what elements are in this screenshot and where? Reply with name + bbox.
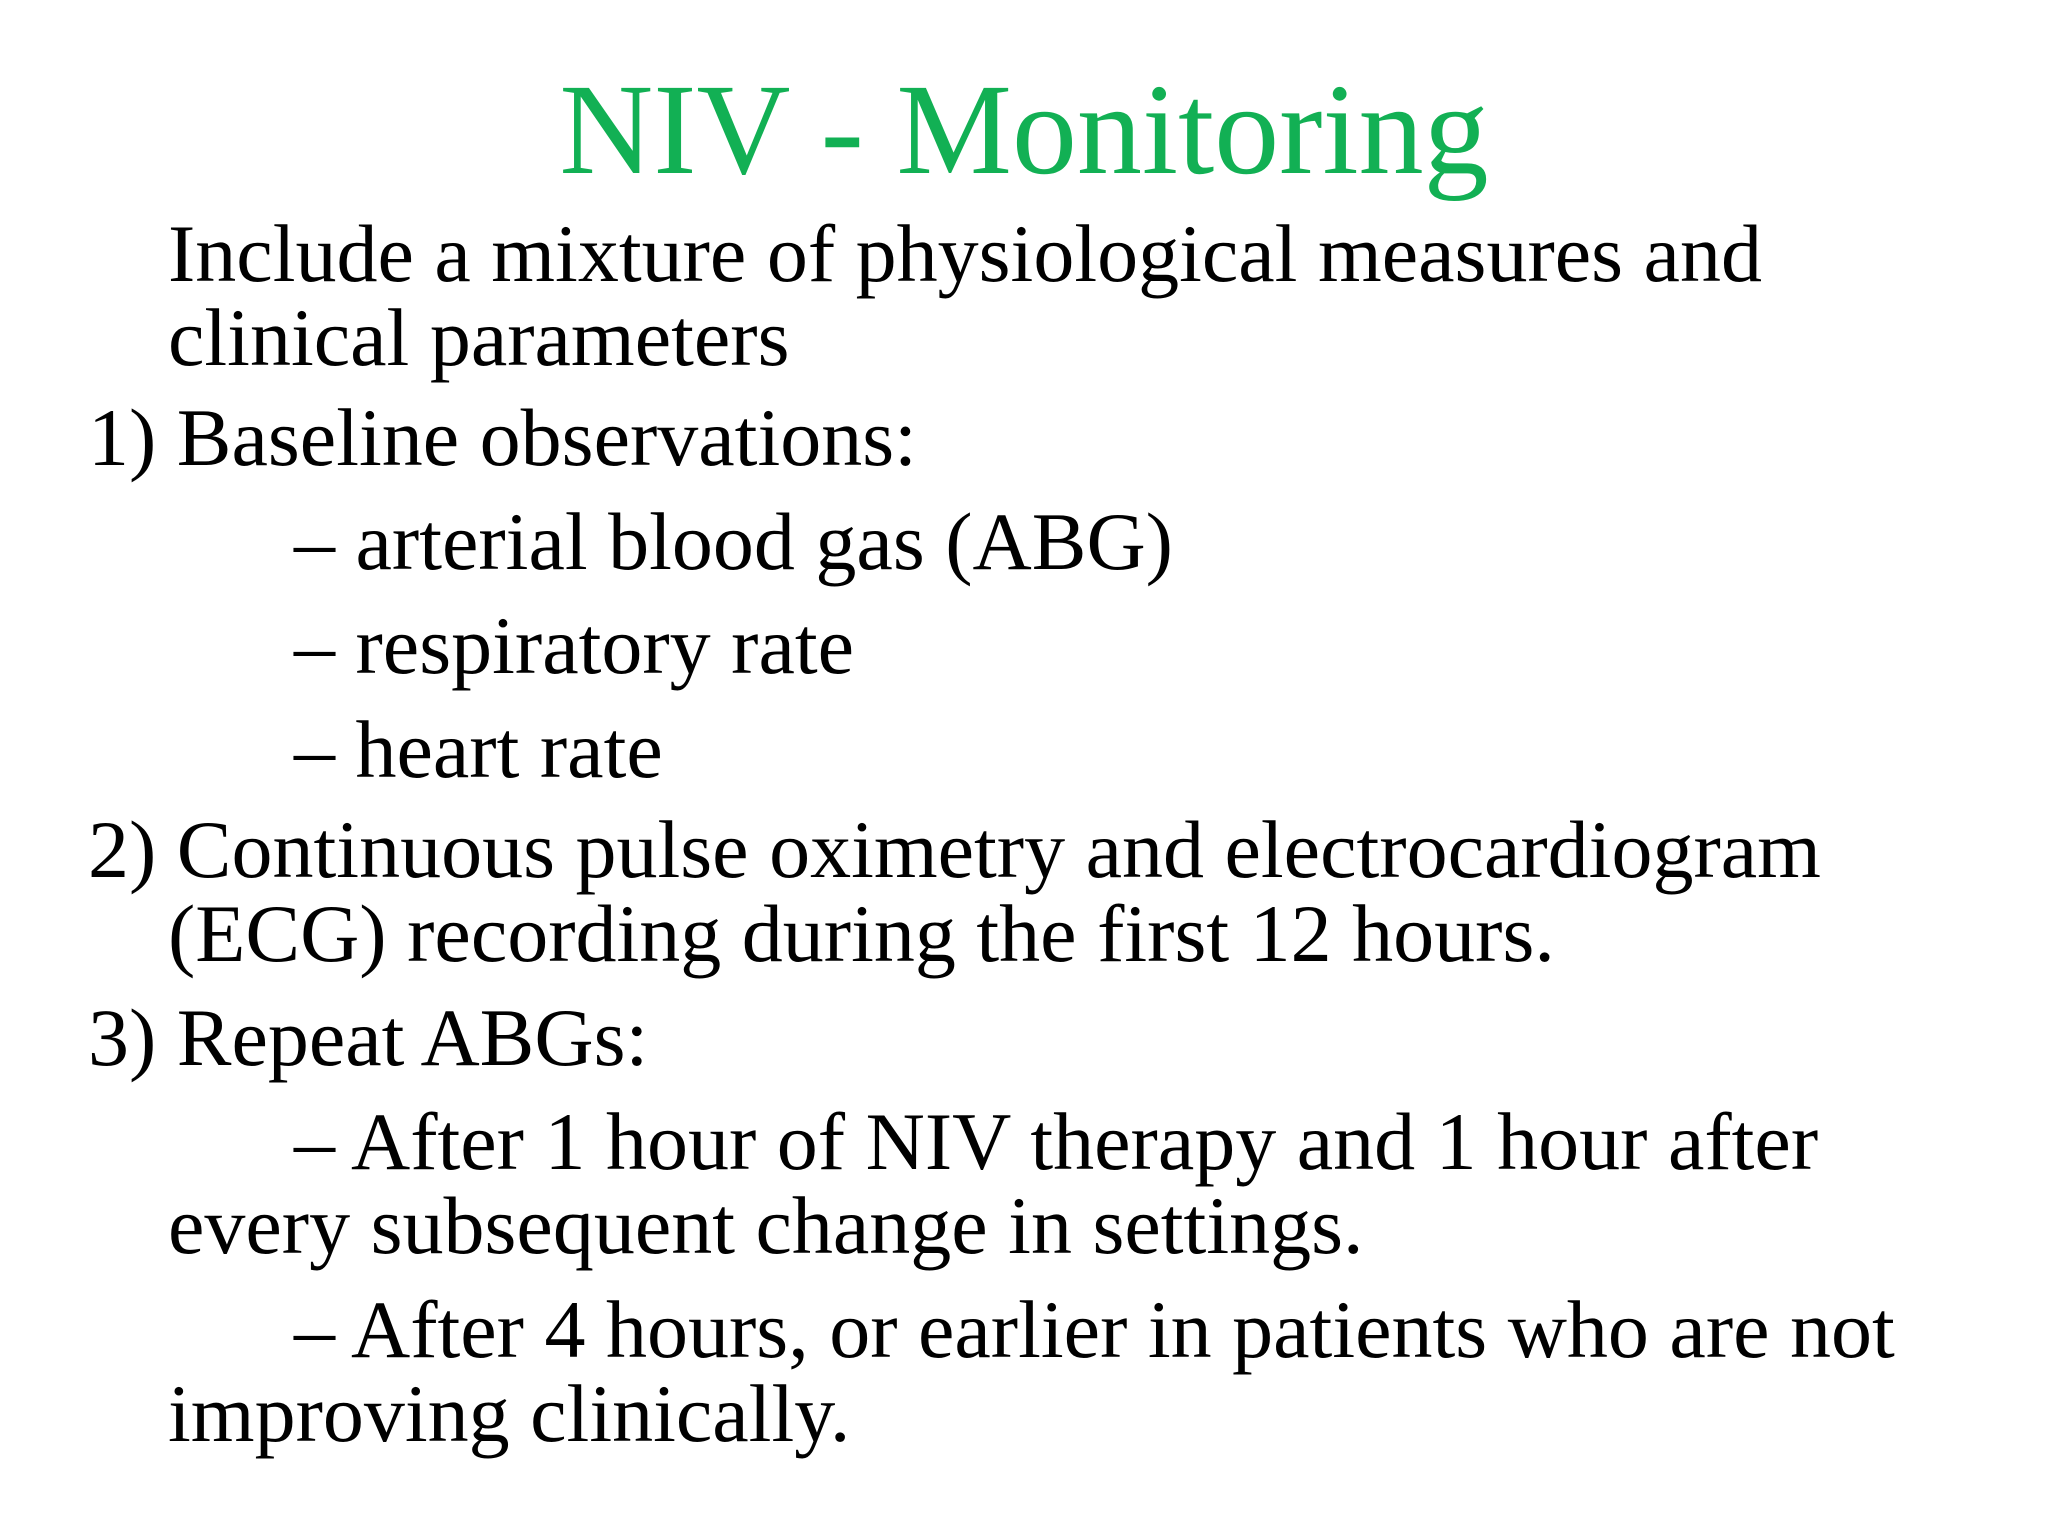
section1-item-heart-rate: – heart rate: [294, 704, 663, 795]
slide-title: NIV - Monitoring: [559, 58, 1489, 202]
section2-line-2: (ECG) recording during the first 12 hours.: [168, 888, 1555, 979]
section2-line-1: 2) Continuous pulse oximetry and electrocardiogram: [88, 804, 1821, 895]
section1-heading: 1) Baseline observations:: [88, 392, 917, 483]
section3-item-1-line-2: every subsequent change in settings.: [168, 1180, 1364, 1271]
section1-item-respiratory-rate: – respiratory rate: [294, 600, 855, 691]
section3-item-1-line-1: – After 1 hour of NIV therapy and 1 hour after: [294, 1096, 1819, 1187]
intro-line-2: clinical parameters: [168, 292, 790, 383]
section1-item-abg: – arterial blood gas (ABG): [294, 496, 1173, 587]
intro-line-1: Include a mixture of physiological measures and: [168, 208, 1762, 299]
section3-heading: 3) Repeat ABGs:: [88, 992, 649, 1083]
section3-item-2-line-2: improving clinically.: [168, 1368, 851, 1459]
section3-item-2-line-1: – After 4 hours, or earlier in patients who are not: [294, 1284, 1895, 1375]
